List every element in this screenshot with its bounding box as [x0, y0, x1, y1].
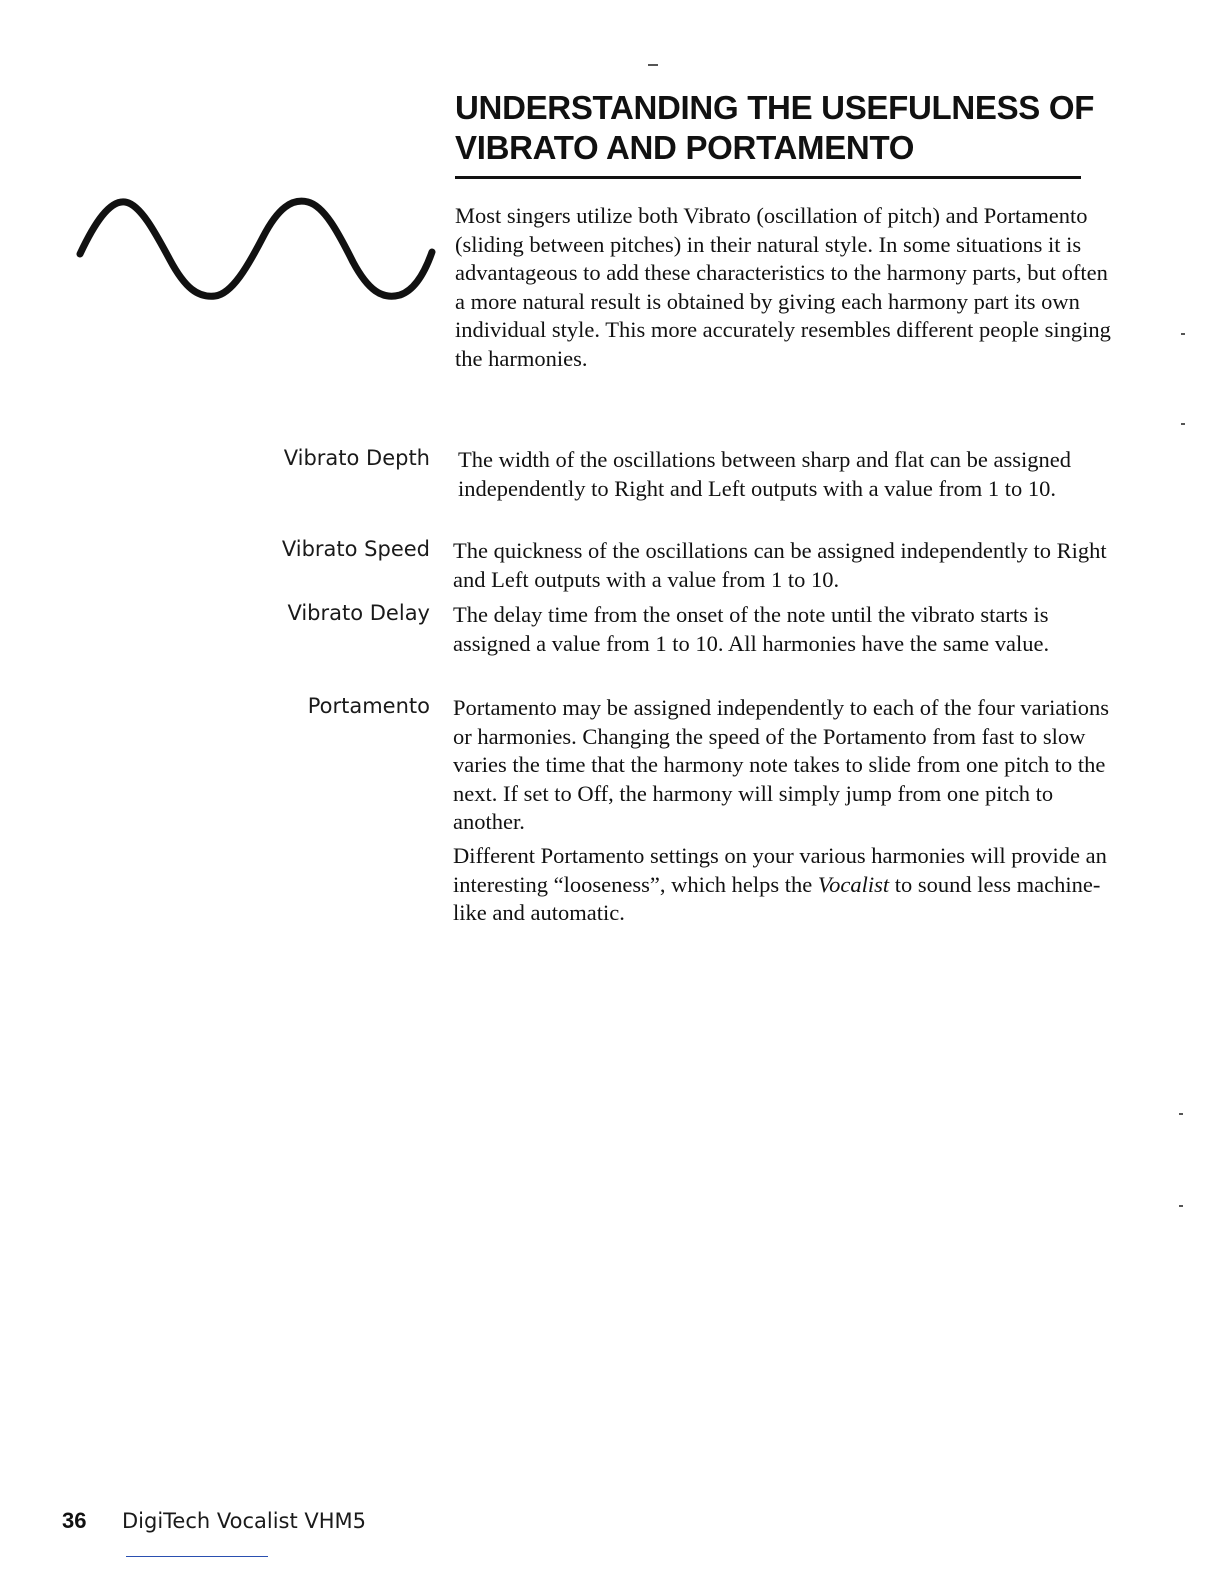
portamento-note-end: to sound less machine-like and automatic. [453, 871, 1101, 925]
definition-vibrato-depth: The width of the oscillations between sharp and flat can be assigned independently to Right and Left outputs with a value from 1 to 10. [458, 447, 1071, 501]
title-line-1: UNDERSTANDING THE USEFULNESS OF [455, 89, 1095, 126]
scan-speck [1181, 333, 1185, 335]
term-vibrato-depth: Vibrato Depth [283, 446, 430, 470]
footer-title: DigiTech Vocalist VHM5 [122, 1509, 367, 1533]
scan-speck [1179, 1205, 1183, 1207]
intro-paragraph: Most singers utilize both Vibrato (oscillation of pitch) and Portamento (sliding between pitches) in their natural style. In some situations it is advantageous to add these characteristics to the harmony parts, but often a more natural result is obtained by giving each harmony part its own individual style. This more accurately resembles different people singing the harmonies. [455, 203, 1111, 371]
definition-portamento: Portamento may be assigned independently to each of the four variations or harmonies. Changing the speed of the Portamento from fast to slow varies the time that the harmony note takes to slide from one pitch to the next. If set to Off, the harmony will simply jump from one pitch to another. [453, 695, 1110, 834]
title-line-2: VIBRATO AND PORTAMENTO [455, 129, 915, 166]
title-underline [455, 176, 1081, 179]
term-vibrato-delay: Vibrato Delay [287, 601, 430, 625]
portamento-note [453, 842, 1118, 928]
page-title [455, 88, 1095, 168]
footer-rule [126, 1556, 268, 1557]
definition-vibrato-speed: The quickness of the oscillations can be assigned independently to Right and Left outputs with a value from 1 to 10. [453, 538, 1107, 592]
term-portamento: Portamento [307, 694, 430, 718]
term-vibrato-speed: Vibrato Speed [281, 537, 430, 561]
sine-wave-icon [70, 192, 440, 307]
page-number: 36 [62, 1508, 87, 1533]
scan-speck [648, 64, 658, 66]
product-name-emphasis: Vocalist [817, 871, 890, 897]
scan-speck [1181, 423, 1185, 425]
definition-vibrato-delay: The delay time from the onset of the note until the vibrato starts is assigned a value from 1 to 10. All harmonies have the same value. [453, 602, 1050, 656]
portamento-note-start: Different Portamento settings on your various harmonies will provide an interesting “looseness”, which helps the [453, 843, 1107, 897]
scan-speck [1179, 1113, 1183, 1115]
